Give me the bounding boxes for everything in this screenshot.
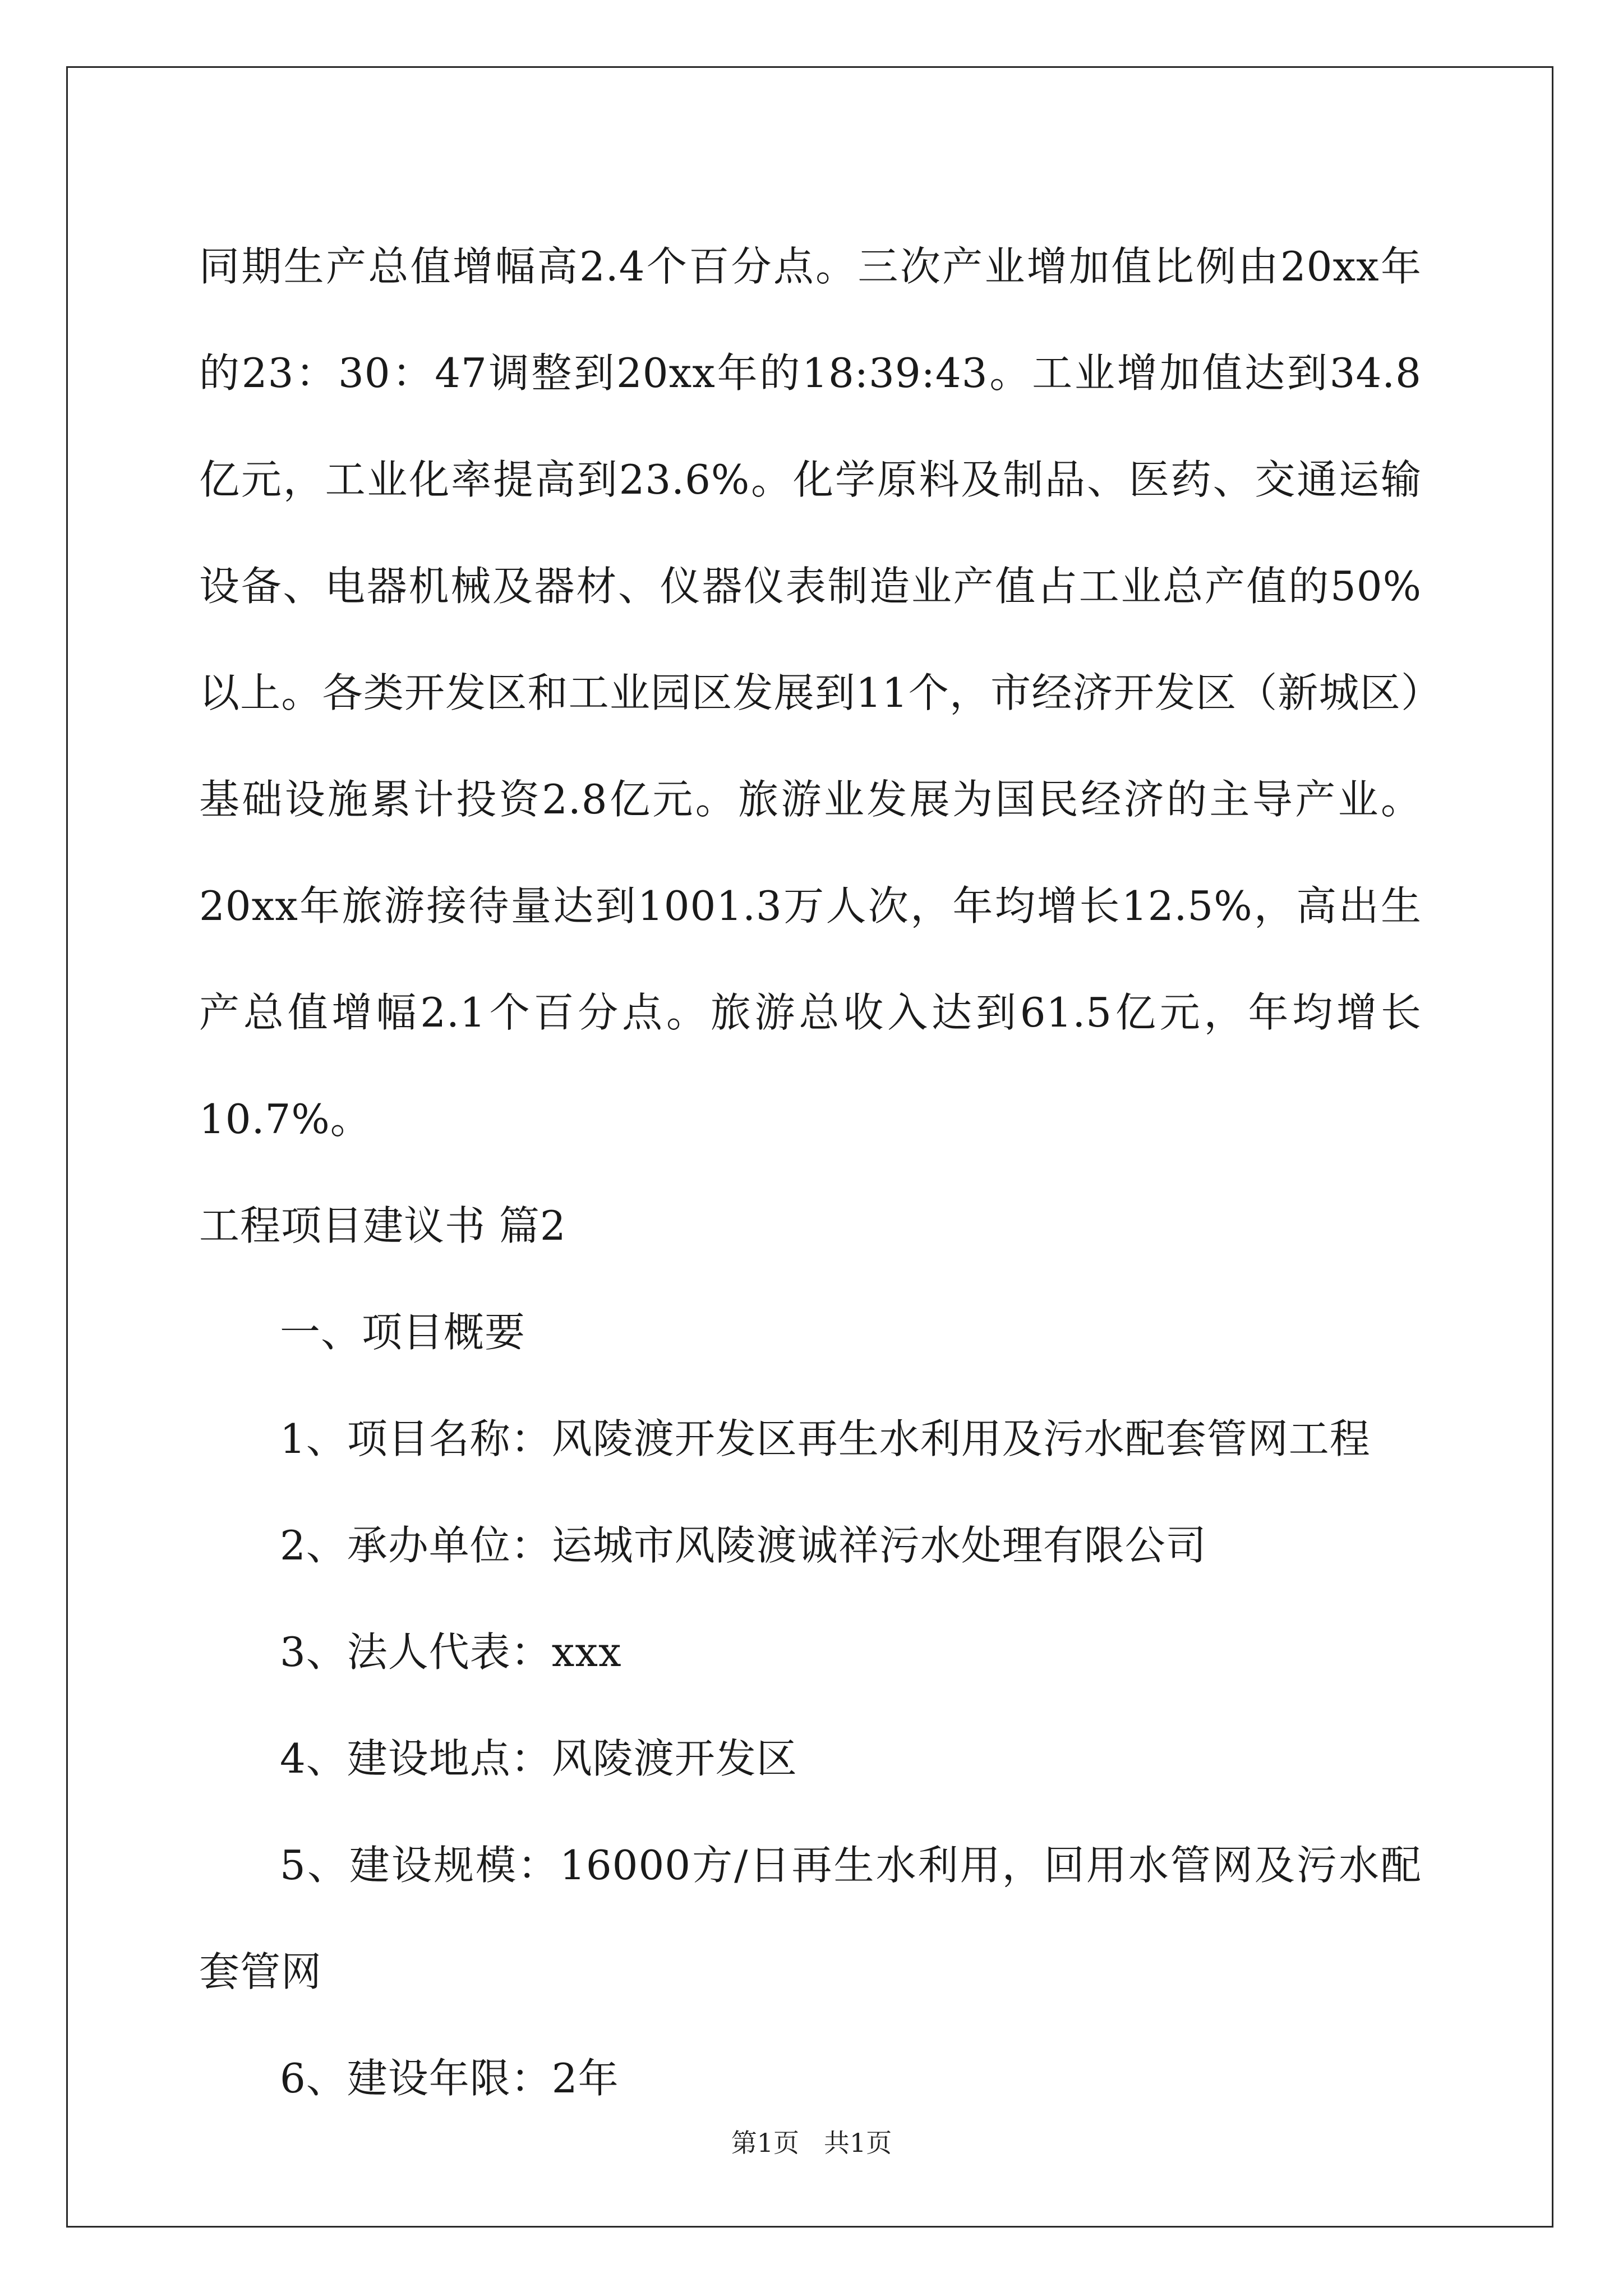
overview-heading: 一、项目概要 [280, 1309, 526, 1356]
page-total: 共1页 [823, 2128, 892, 2158]
section-title: 工程项目建议书 篇2 [199, 1202, 566, 1249]
item-project-name: 1、项目名称：风陵渡开发区再生水利用及污水配套管网工程 [280, 1415, 1371, 1462]
item-legal-rep: 3、法人代表：xxx [280, 1628, 622, 1676]
item-scale: 5、建设规模：16000方/日再生水利用，回用水管网及污水配套管网 [199, 1842, 1422, 1995]
item-location: 4、建设地点：风陵渡开发区 [280, 1735, 797, 1782]
page-number: 第1页 [731, 2128, 800, 2158]
paragraph-economy-stats: 同期生产总值增幅高2.4个百分点。三次产业增加值比例由20xx年的23：30：47调整到20xx年的18:39:43。工业增加值达到34.8亿元，工业化率提高到23.6%。化学原料及制品、医药、交通运输设备、电器机械及器材、仪器仪表制造业产值占工业总产值的50%以上。各类开发区和工业园区发展到11个，市经济开发区（新城区）基础设施累计投资2.8亿元。旅游业发展为国民经济的主导产业。20xx年旅游接待量达到1001.3万人次，年均增长12.5%，高出生产总值增幅2.1个百分点。旅游总收入达到61.5亿元，年均增长10.7%。 [199, 243, 1422, 1143]
page-footer [0, 2126, 1623, 2160]
item-duration: 6、建设年限：2年 [280, 2055, 619, 2102]
document-body [199, 213, 1422, 2132]
item-organizer: 2、承办单位：运城市风陵渡诚祥污水处理有限公司 [280, 1522, 1207, 1569]
